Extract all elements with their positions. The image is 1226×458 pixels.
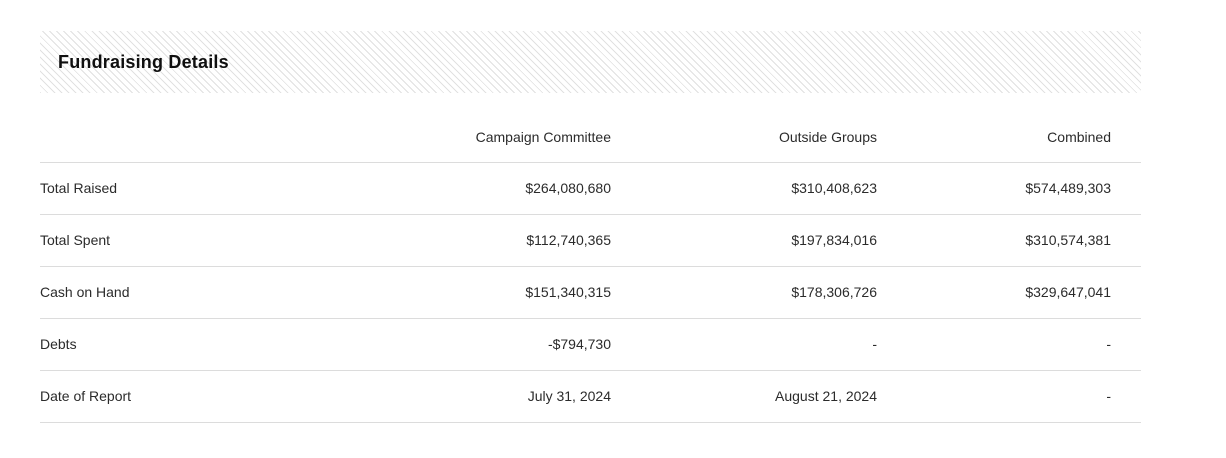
table-row-date-of-report (40, 370, 1141, 422)
cell-value: $310,408,623 (641, 162, 907, 214)
fundraising-details-panel (40, 31, 1141, 423)
cell-value: $178,306,726 (641, 266, 907, 318)
cell-value: July 31, 2024 (375, 370, 641, 422)
cell-value: August 21, 2024 (641, 370, 907, 422)
table-header-row (40, 112, 1141, 162)
cell-value: -$794,730 (375, 318, 641, 370)
column-header-outside-groups: Outside Groups (641, 112, 907, 162)
row-label: Cash on Hand (40, 266, 375, 318)
cell-value: $310,574,381 (907, 214, 1141, 266)
table-row-debts (40, 318, 1141, 370)
column-header-combined: Combined (907, 112, 1141, 162)
table-row-cash-on-hand (40, 266, 1141, 318)
column-header-empty (40, 112, 375, 162)
row-label: Debts (40, 318, 375, 370)
column-header-campaign-committee: Campaign Committee (375, 112, 641, 162)
row-label: Total Raised (40, 162, 375, 214)
cell-value: $197,834,016 (641, 214, 907, 266)
cell-value: - (907, 370, 1141, 422)
panel-title: Fundraising Details (58, 51, 229, 72)
table-row-total-spent (40, 214, 1141, 266)
cell-value: - (641, 318, 907, 370)
panel-header (40, 31, 1141, 93)
row-label: Total Spent (40, 214, 375, 266)
cell-value: $264,080,680 (375, 162, 641, 214)
cell-value: $151,340,315 (375, 266, 641, 318)
cell-value: $329,647,041 (907, 266, 1141, 318)
cell-value: $574,489,303 (907, 162, 1141, 214)
table-row-total-raised (40, 162, 1141, 214)
row-label: Date of Report (40, 370, 375, 422)
cell-value: - (907, 318, 1141, 370)
cell-value: $112,740,365 (375, 214, 641, 266)
fundraising-table (40, 112, 1141, 423)
